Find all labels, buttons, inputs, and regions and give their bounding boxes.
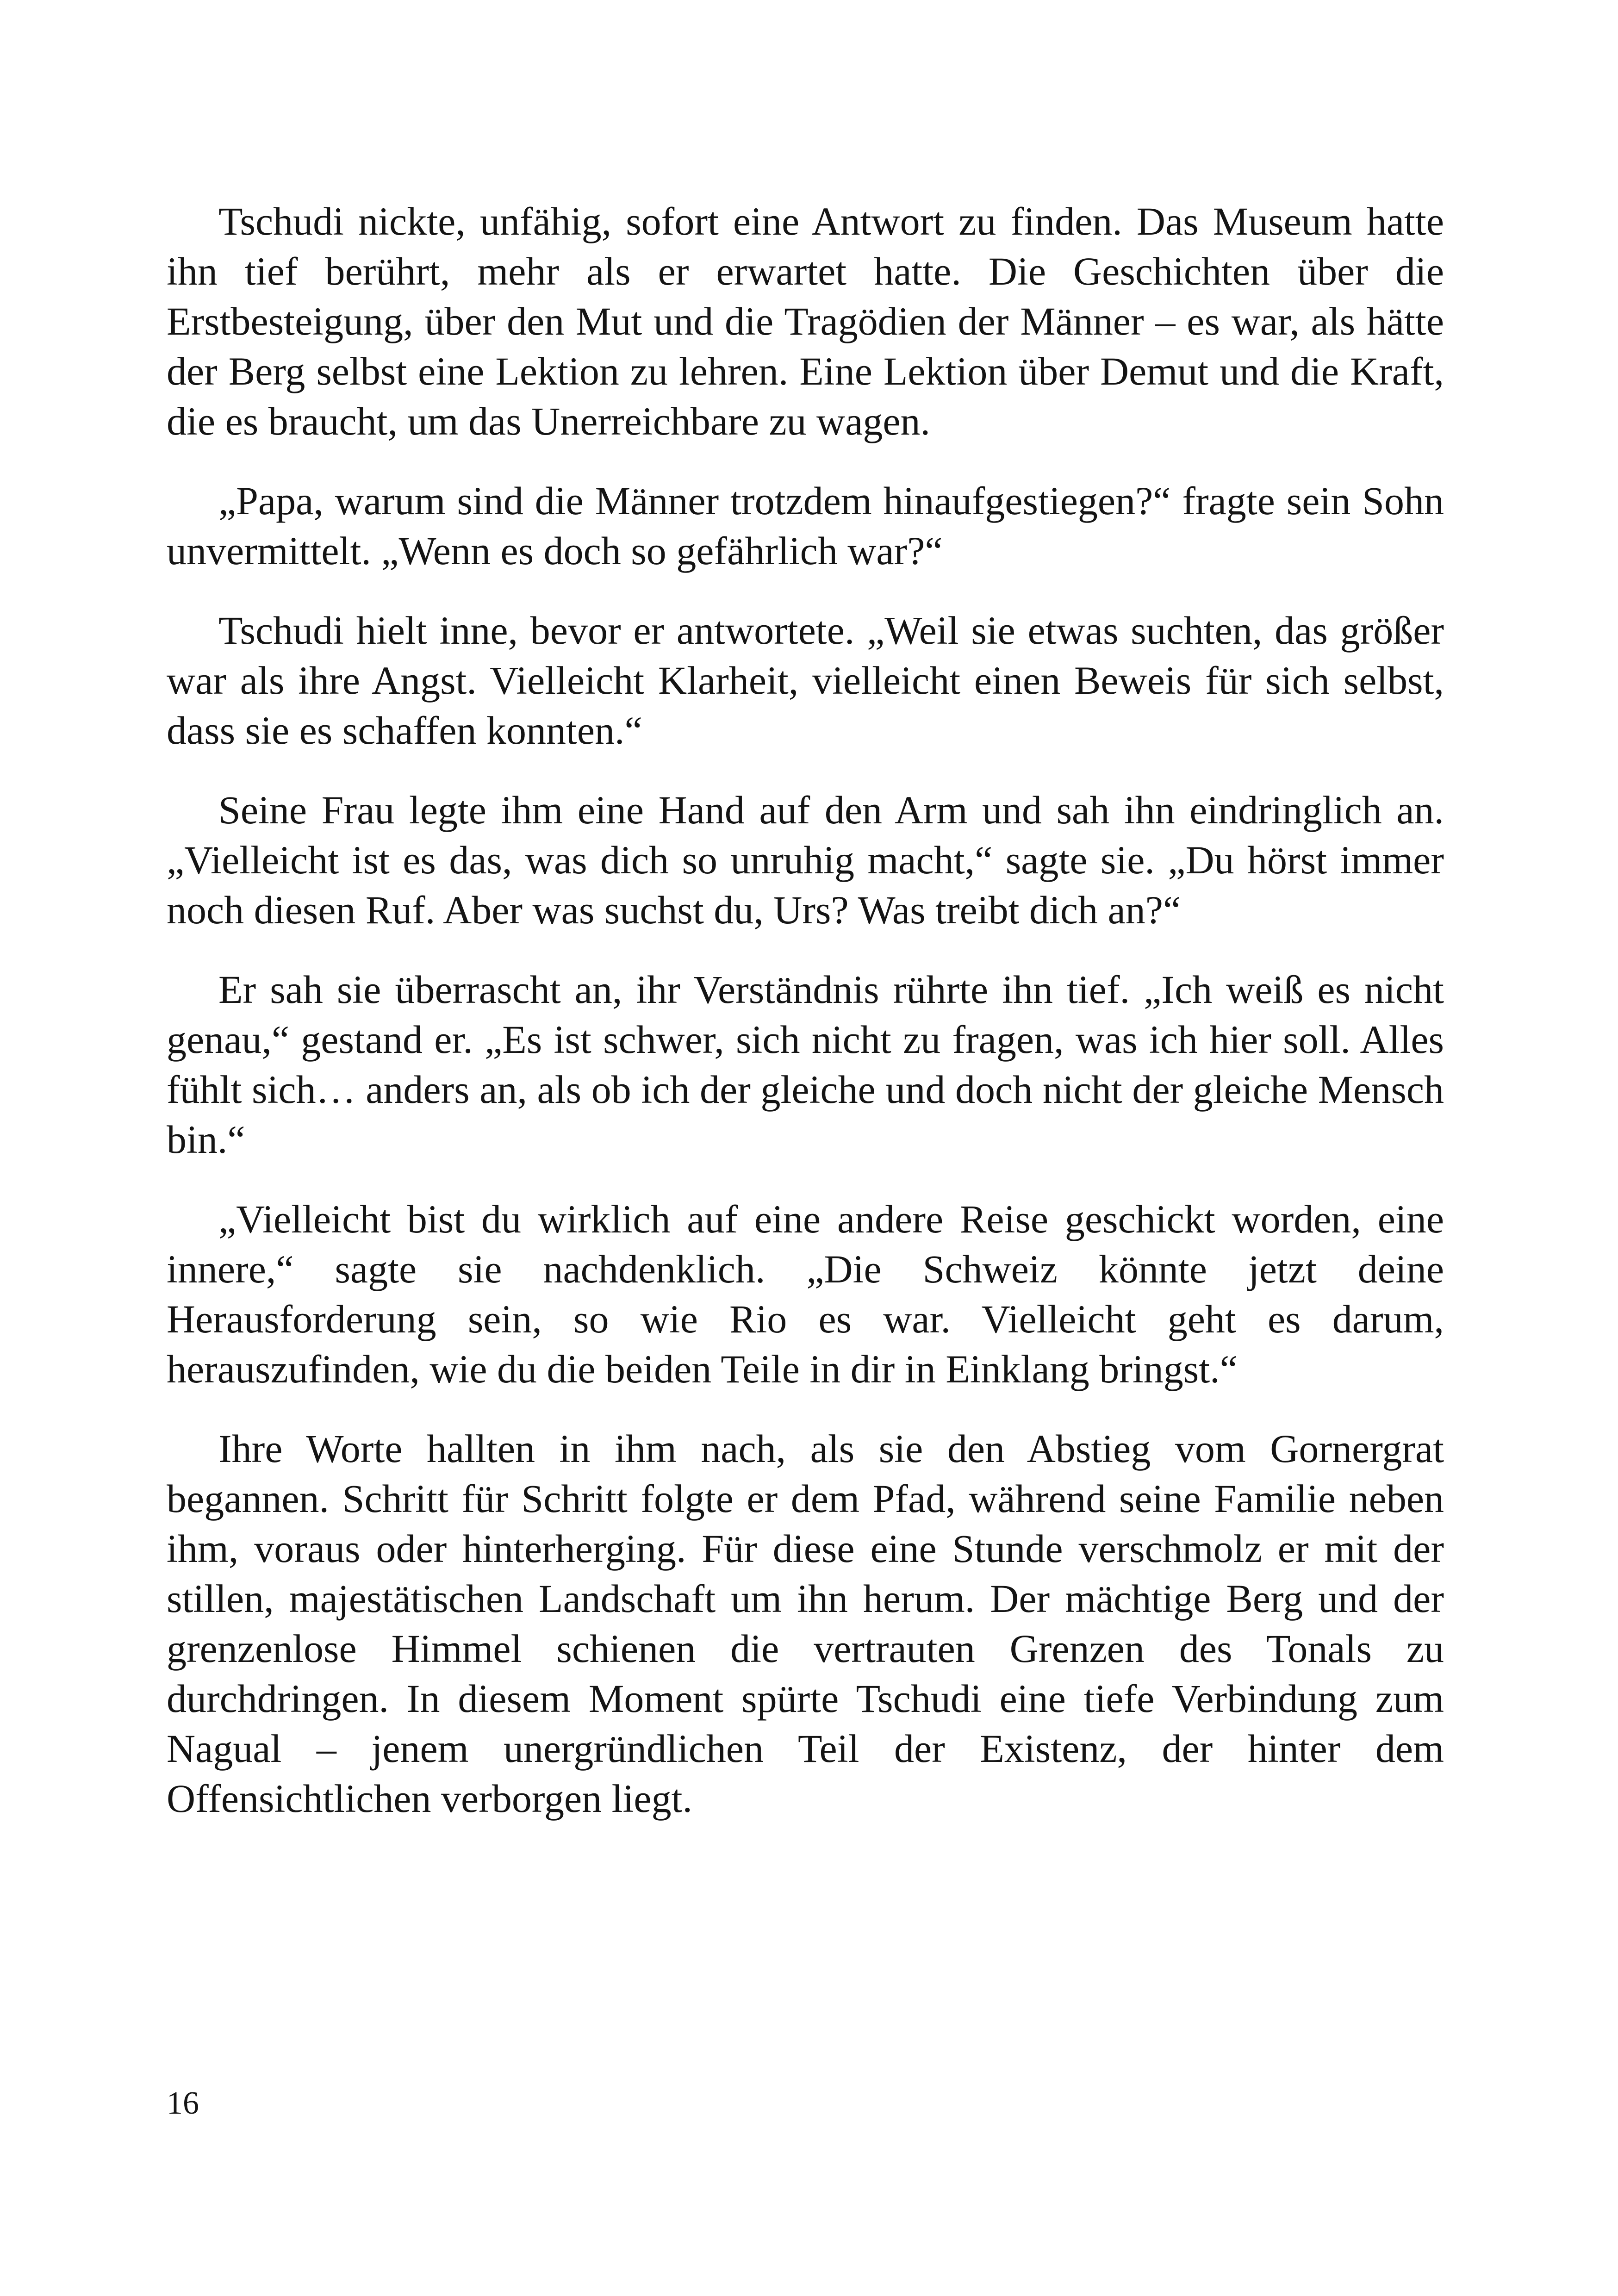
- paragraph-1: Tschudi nickte, unfähig, sofort eine Antwort zu finden. Das Museum hatte ihn tief berührt, mehr als er erwartet hatte. Die Geschichten über die Erstbesteigung, über den Mut und die Tragödien der Männer – es war, als hätte der Berg selbst eine Lektion zu lehren. Eine Lektion über Demut und die Kraft, die es braucht, um das Unerreichbare zu wagen.: [167, 199, 1444, 443]
- paragraph-3: Tschudi hielt inne, bevor er antwortete. „Weil sie etwas suchten, das größer war als ihre Angst. Vielleicht Klarheit, vielleicht einen Beweis für sich selbst, dass sie es schaffen konnten.“: [167, 608, 1444, 753]
- paragraph-7: Ihre Worte hallten in ihm nach, als sie den Abstieg vom Gornergrat begannen. Schritt für Schritt folgte er dem Pfad, während seine Familie neben ihm, voraus oder hinterherging. Für diese eine Stunde verschmolz er mit der stillen, majestätischen Landschaft um ihn herum. Der mächtige Berg und der grenzenlose Himmel schienen die vertrauten Grenzen des Tonals zu durchdringen. In diesem Moment spürte Tschudi eine tiefe Verbindung zum Nagual – jenem unergründlichen Teil der Existenz, der hinter dem Offensichtlichen verborgen liegt.: [167, 1426, 1444, 1821]
- paragraph-4: Seine Frau legte ihm eine Hand auf den Arm und sah ihn eindringlich an. „Vielleicht ist es das, was dich so unruhig macht,“ sagte sie. „Du hörst immer noch diesen Ruf. Aber was suchst du, Urs? Was treibt dich an?“: [167, 788, 1444, 932]
- paragraph-2: „Papa, warum sind die Männer trotzdem hinaufgestiegen?“ fragte sein Sohn unvermittelt. „Wenn es doch so gefährlich war?“: [167, 479, 1444, 573]
- body-text: [167, 196, 1444, 1853]
- page-number: 16: [167, 2085, 199, 2121]
- paragraph-5: Er sah sie überrascht an, ihr Verständnis rührte ihn tief. „Ich weiß es nicht genau,“ gestand er. „Es ist schwer, sich nicht zu fragen, was ich hier soll. Alles fühlt sich… anders an, als ob ich der gleiche und doch nicht der gleiche Mensch bin.“: [167, 967, 1444, 1162]
- paragraph-6: „Vielleicht bist du wirklich auf eine andere Reise geschickt worden, eine innere,“ sagte sie nachdenklich. „Die Schweiz könnte jetzt deine Herausforderung sein, so wie Rio es war. Vielleicht geht es darum, herauszufinden, wie du die beiden Teile in dir in Einklang bringst.“: [167, 1197, 1444, 1391]
